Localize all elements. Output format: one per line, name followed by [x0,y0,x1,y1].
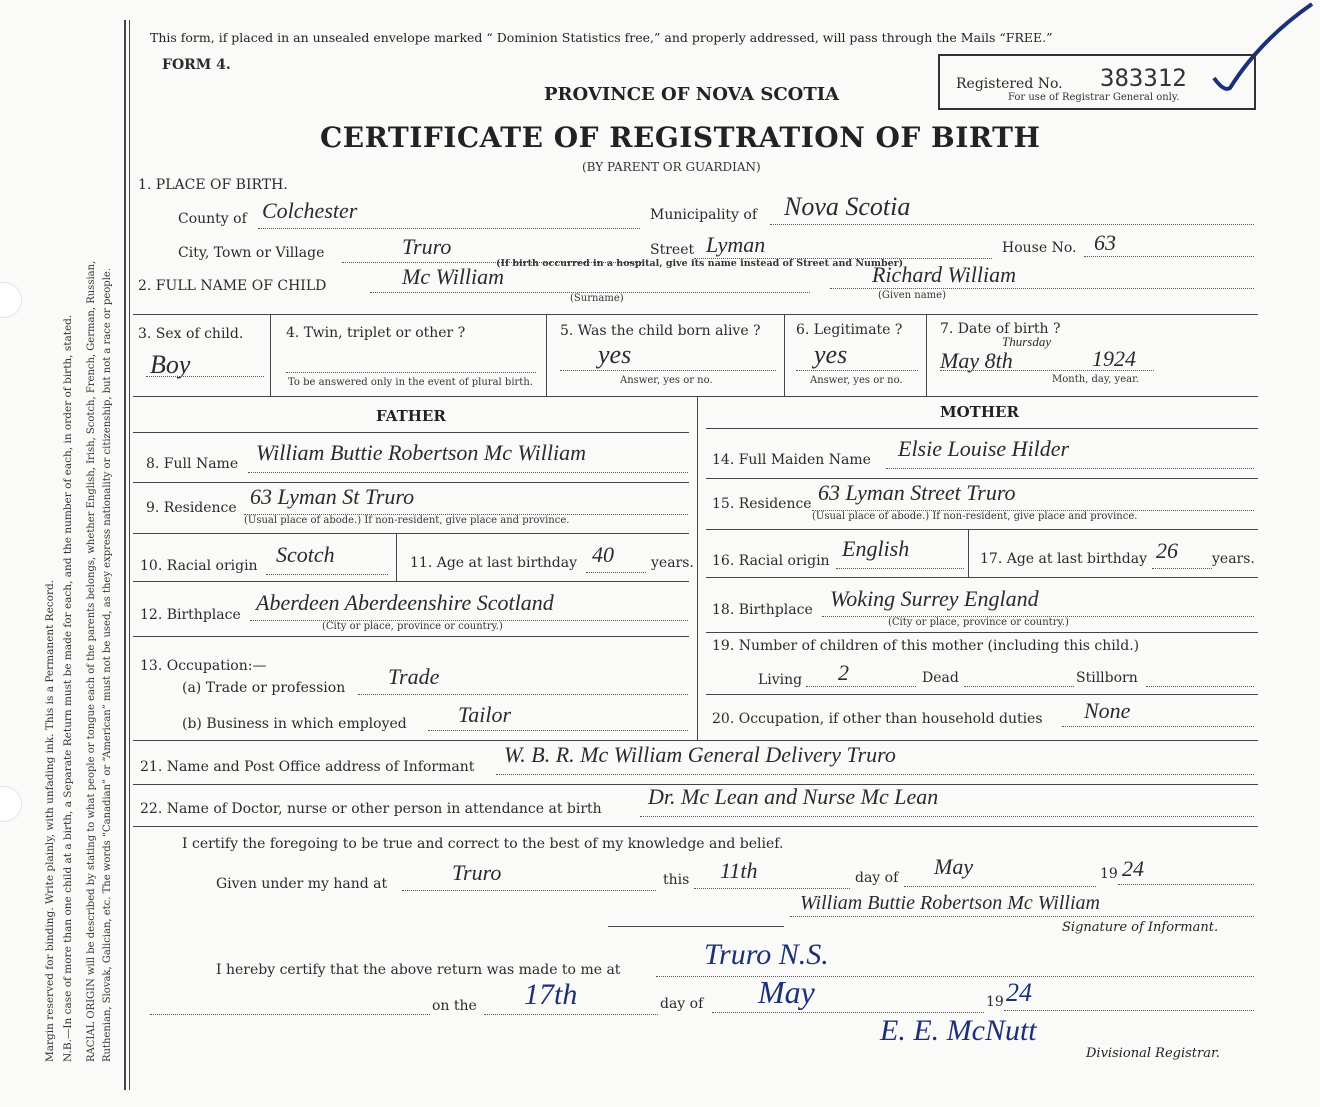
mother-age-label: 17. Age at last birthday [980,551,1148,567]
mother-name-label: 14. Full Maiden Name [712,452,871,468]
given-caption: (Given name) [878,290,946,301]
child-surname[interactable]: Mc William [402,264,505,289]
living-label: Living [758,672,803,688]
doctor-value[interactable]: Dr. Mc Lean and Nurse Mc Lean [648,784,939,809]
father-race[interactable]: Scotch [276,542,335,567]
father-residence[interactable]: 63 Lyman St Truro [250,484,415,509]
child-given-name[interactable]: Richard William [872,262,1017,287]
margin-rule [124,20,126,1090]
father-birthplace[interactable]: Aberdeen Aberdeenshire Scotland [256,590,554,615]
legitimate-label: 6. Legitimate ? [796,322,903,338]
hospital-note: (If birth occurred in a hospital, give its name instead of Street and Number) [496,258,904,269]
dob-label: 7. Date of birth ? [940,321,1061,337]
certify-month[interactable]: May [934,854,974,879]
mother-heading: MOTHER [940,403,1019,421]
margin-racial-note-2: Ruthenian, Slovak, Galician, etc. The words “Canadian” or “American” must not be used, as they express nationality or citizenship, but not a race or people. [102,267,113,1062]
city-label: City, Town or Village [178,245,325,261]
father-years: years. [651,555,694,571]
informant-value[interactable]: W. B. R. Mc William General Delivery Truro [504,742,896,767]
county-value[interactable]: Colchester [262,198,358,223]
dead-label: Dead [922,670,959,686]
county-label: County of [178,211,247,227]
registrar-signature[interactable]: E. E. McNutt [880,1014,1037,1047]
mother-years: years. [1212,551,1255,567]
certify-year-prefix: 19 [1100,866,1118,882]
certify-dayof-label: day of [855,870,899,886]
municipality-value[interactable]: Nova Scotia [784,192,911,221]
registrar-year-prefix: 19 [986,994,1004,1010]
street-value[interactable]: Lyman [706,232,766,257]
father-name[interactable]: William Buttie Robertson Mc William [256,440,586,465]
mother-residence-label: 15. Residence [712,496,812,512]
margin-binding-note: Margin reserved for binding. Write plainly, with unfading ink. This is a Permanent Record. [44,579,56,1062]
given-under-label: Given under my hand at [216,876,388,892]
child-name-label: 2. FULL NAME OF CHILD [138,278,327,294]
registrar-month[interactable]: May [758,974,815,1010]
margin-nb-note: N.B.—In case of more than one child at a birth, a Separate Return must be made for each, and the number of each, in order of birth, stated. [62,314,74,1062]
informant-signature[interactable]: William Buttie Robertson Mc William [800,892,1100,914]
this-day[interactable]: 11th [720,858,758,883]
sex-value[interactable]: Boy [150,350,191,379]
mother-occupation-label: 20. Occupation, if other than household duties [712,711,1043,727]
province-heading: PROVINCE OF NOVA SCOTIA [544,84,840,105]
street-label: Street [650,242,695,258]
dob-note: Month, day, year. [1052,374,1139,385]
alive-value[interactable]: yes [598,340,632,369]
dob-value[interactable]: May 8th [940,348,1013,373]
registrar-year[interactable]: 24 [1006,978,1032,1007]
father-birthplace-label: 12. Birthplace [140,607,241,623]
registrar-use-note: For use of Registrar General only. [1008,92,1180,103]
registered-number: 383312 [1100,64,1187,92]
informant-signature-caption: Signature of Informant. [1062,920,1219,935]
father-residence-note: (Usual place of abode.) If non-resident, give place and province. [244,515,570,526]
margin-rule-inner [129,20,130,1090]
registrar-on-label: on the [432,998,477,1014]
registrar-day[interactable]: 17th [524,978,578,1011]
registrar-place[interactable]: Truro N.S. [704,938,829,971]
registrar-caption: Divisional Registrar. [1086,1046,1220,1061]
margin-racial-note-1: RACIAL ORIGIN will be described by stating to what people or tongue each of the parents belongs, whether English, Irish, Scotch, French, German, Russian, [86,260,97,1062]
registered-label: Registered No. [956,76,1063,92]
stillborn-label: Stillborn [1076,670,1138,686]
trade-label: (a) Trade or profession [182,680,346,696]
punch-hole-top [0,282,22,318]
father-occupation-label: 13. Occupation:— [140,658,267,674]
certify-year[interactable]: 24 [1122,856,1144,881]
mother-residence-note: (Usual place of abode.) If non-resident, give place and province. [812,511,1138,522]
place-of-birth-heading: 1. PLACE OF BIRTH. [138,177,288,193]
business-label: (b) Business in which employed [182,716,407,732]
legitimate-note: Answer, yes or no. [810,375,903,386]
page-title: CERTIFICATE OF REGISTRATION OF BIRTH [320,121,1041,154]
municipality-label: Municipality of [650,207,758,223]
mother-residence[interactable]: 63 Lyman Street Truro [818,480,1016,505]
mother-race[interactable]: English [842,536,910,561]
this-label: this [663,872,690,888]
living-value[interactable]: 2 [838,660,849,685]
punch-hole-bottom [0,786,22,822]
form-number: FORM 4. [162,57,231,73]
surname-caption: (Surname) [570,293,624,304]
mother-age[interactable]: 26 [1156,538,1178,563]
twin-note: To be answered only in the event of plural birth. [288,377,533,388]
registrar-statement: I hereby certify that the above return was made to me at [216,962,621,978]
father-birthplace-note: (City or place, province or country.) [322,621,503,632]
alive-label: 5. Was the child born alive ? [560,323,761,339]
certify-statement: I certify the foregoing to be true and correct to the best of my knowledge and belief. [182,836,784,852]
mother-birthplace-note: (City or place, province or country.) [888,617,1069,628]
registrar-dayof-label: day of [660,996,704,1012]
page-subtitle: (BY PARENT OR GUARDIAN) [582,160,761,174]
trade-value[interactable]: Trade [388,664,440,689]
father-heading: FATHER [376,407,446,425]
informant-label: 21. Name and Post Office address of Informant [140,759,475,775]
mother-occupation[interactable]: None [1084,698,1131,723]
father-age-label: 11. Age at last birthday [410,555,578,571]
house-label: House No. [1002,240,1077,256]
business-value[interactable]: Tailor [458,702,512,727]
children-label: 19. Number of children of this mother (including this child.) [712,638,1140,654]
father-age[interactable]: 40 [592,542,614,567]
twin-label: 4. Twin, triplet or other ? [286,325,466,341]
mother-birthplace[interactable]: Woking Surrey England [830,586,1039,611]
mother-race-label: 16. Racial origin [712,553,830,569]
mail-note: This form, if placed in an unsealed envelope marked “ Dominion Statistics free,” and properly addressed, will pass through the Mails “FREE.” [150,30,1053,45]
legitimate-value[interactable]: yes [814,340,848,369]
given-place[interactable]: Truro [452,860,502,885]
doctor-label: 22. Name of Doctor, nurse or other person in attendance at birth [140,801,602,817]
city-value[interactable]: Truro [402,234,452,259]
house-value[interactable]: 63 [1094,230,1116,255]
mother-birthplace-label: 18. Birthplace [712,602,813,618]
alive-note: Answer, yes or no. [620,375,713,386]
dob-year[interactable]: 1924 [1092,346,1136,371]
father-residence-label: 9. Residence [146,500,237,516]
sex-label: 3. Sex of child. [138,326,244,342]
dob-day-name: Thursday [1002,334,1052,349]
father-name-label: 8. Full Name [146,456,239,472]
mother-name[interactable]: Elsie Louise Hilder [898,436,1070,461]
father-race-label: 10. Racial origin [140,558,258,574]
